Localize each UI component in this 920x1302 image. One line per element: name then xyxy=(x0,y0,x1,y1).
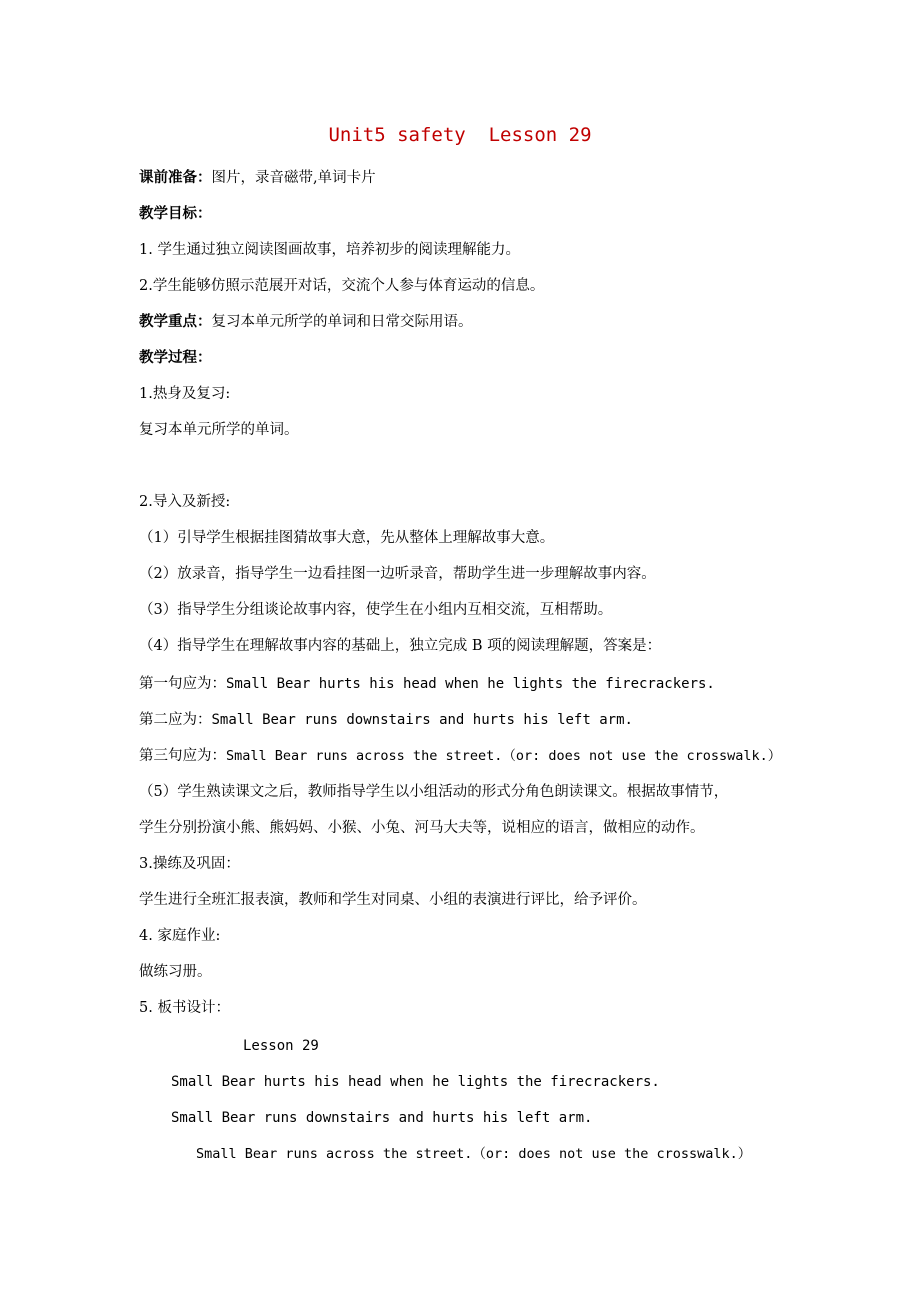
step5-heading: 5. 板书设计： xyxy=(139,1000,230,1016)
step2-item: （4）指导学生在理解故事内容的基础上，独立完成 B 项的阅读理解题，答案是： xyxy=(139,638,662,654)
board-line: Small Bear runs downstairs and hurts his left arm. xyxy=(171,1110,593,1126)
objective-item: 1. 学生通过独立阅读图画故事，培养初步的阅读理解能力。 xyxy=(139,242,520,258)
prep-text: 图片，录音磁带,单词卡片 xyxy=(211,170,376,186)
board-title: Lesson 29 xyxy=(243,1038,319,1054)
answer-text: Small Bear runs across the street.（or: does not use the crosswalk.） xyxy=(226,748,782,764)
step4-text: 做练习册。 xyxy=(139,964,212,980)
objectives-heading: 教学目标： xyxy=(139,205,212,222)
step2-item5-line2: 学生分别扮演小熊、熊妈妈、小猴、小兔、河马大夫等，说相应的语言，做相应的动作。 xyxy=(139,820,705,836)
prep-line xyxy=(139,168,376,188)
step1-text: 复习本单元所学的单词。 xyxy=(139,422,299,438)
focus-text: 复习本单元所学的单词和日常交际用语。 xyxy=(211,314,473,330)
answer-text: Small Bear runs downstairs and hurts his left arm. xyxy=(211,712,633,728)
answer-line xyxy=(139,710,633,730)
step2-item: （2）放录音，指导学生一边看挂图一边听录音，帮助学生进一步理解故事内容。 xyxy=(139,566,656,582)
answer-line xyxy=(139,674,715,694)
answer-label: 第二应为： xyxy=(139,712,212,728)
step1-heading: 1.热身及复习: xyxy=(139,386,231,402)
step3-text: 学生进行全班汇报表演，教师和学生对同桌、小组的表演进行评比，给予评价。 xyxy=(139,892,647,908)
step2-item5-line1: （5）学生熟读课文之后，教师指导学生以小组活动的形式分角色朗读课文。根据故事情节， xyxy=(139,784,729,800)
board-line: Small Bear hurts his head when he lights the firecrackers. xyxy=(171,1074,660,1090)
prep-label: 课前准备： xyxy=(139,169,212,186)
board-line: Small Bear runs across the street.（or: does not use the crosswalk.） xyxy=(196,1146,752,1162)
step3-heading: 3.操练及巩固： xyxy=(139,856,240,872)
process-heading: 教学过程： xyxy=(139,349,212,366)
focus-label: 教学重点： xyxy=(139,313,212,330)
step2-item: （1）引导学生根据挂图猜故事大意，先从整体上理解故事大意。 xyxy=(139,530,555,546)
document-title: Unit5 safety Lesson 29 xyxy=(328,124,592,146)
answer-line xyxy=(139,746,781,766)
step2-heading: 2.导入及新授: xyxy=(139,494,231,510)
focus-line xyxy=(139,312,473,332)
answer-text: Small Bear hurts his head when he lights the firecrackers. xyxy=(226,676,715,692)
step4-heading: 4. 家庭作业: xyxy=(139,928,221,944)
answer-label: 第一句应为： xyxy=(139,676,226,692)
answer-label: 第三句应为： xyxy=(139,748,226,764)
step2-item: （3）指导学生分组谈论故事内容，使学生在小组内互相交流，互相帮助。 xyxy=(139,602,613,618)
objective-item: 2.学生能够仿照示范展开对话，交流个人参与体育运动的信息。 xyxy=(139,278,545,294)
